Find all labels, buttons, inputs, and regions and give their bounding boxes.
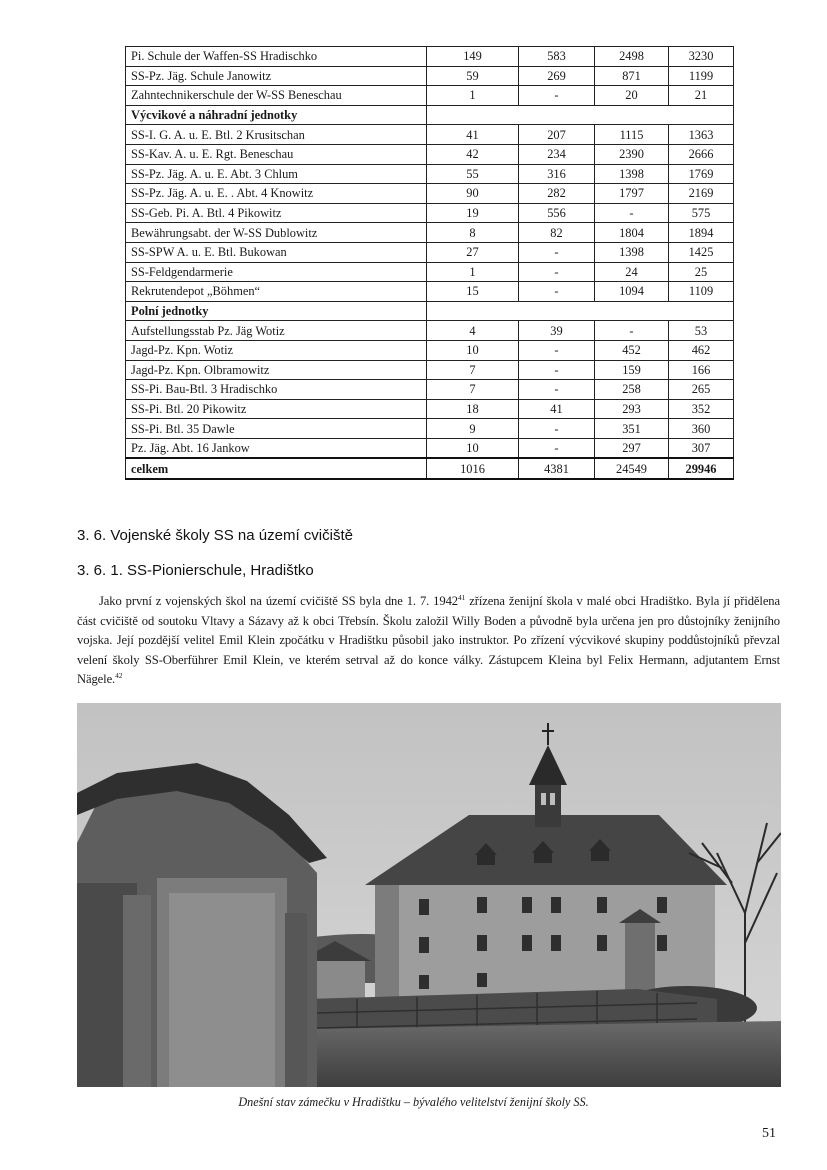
value-cell: 234: [519, 144, 595, 164]
value-cell: 2390: [595, 144, 669, 164]
value-cell: 19: [427, 203, 519, 223]
value-cell: 2169: [669, 184, 734, 204]
value-cell: 462: [669, 340, 734, 360]
value-cell: 360: [669, 419, 734, 439]
value-cell: -: [519, 380, 595, 400]
chateau-photo: [77, 703, 781, 1087]
value-cell: 53: [669, 321, 734, 341]
value-cell: 39: [519, 321, 595, 341]
value-cell: 90: [427, 184, 519, 204]
bell-tower: [535, 783, 561, 827]
paragraph-text-2: zřízena ženijní škola v malé obci Hradištko. Byla jí přidělena část cvičiště od soutoku Vltavy a Sázavy až k obci Třebsín. Školu založil Willy Boden a původně byla určena jen pro důstojníky ženijního vojska. Její pozdější velitel Emil Klein zpočátku v Hradištku působil jako instruktor. Po zřízení výcvikové skupiny poddůstojníků převzal velení školy SS-Oberführer Emil Klein, ve kterém setrval až do konce války. Zástupcem Kleina byl Felix Hermann, adjutantem Ernst Nägele.: [77, 594, 780, 687]
value-cell: 149: [427, 47, 519, 67]
table-row: [126, 438, 734, 458]
value-cell: 452: [595, 340, 669, 360]
table-row: [126, 184, 734, 204]
value-cell: -: [519, 262, 595, 282]
value-cell: 25: [669, 262, 734, 282]
value-cell: 9: [427, 419, 519, 439]
value-cell: 18: [427, 399, 519, 419]
value-cell: 27: [427, 242, 519, 262]
value-cell: 4: [427, 321, 519, 341]
table-row: [126, 125, 734, 145]
subsection-heading: 3. 6. 1. SS-Pionierschule, Hradištko: [77, 562, 314, 579]
value-cell: 7: [427, 360, 519, 380]
value-cell: 556: [519, 203, 595, 223]
value-cell: 316: [519, 164, 595, 184]
value-cell: 10: [427, 340, 519, 360]
unit-name: SS-Kav. A. u. E. Rgt. Beneschau: [126, 144, 427, 164]
value-cell: -: [519, 438, 595, 458]
section-spacer: [427, 105, 734, 125]
section-label: Polní jednotky: [126, 301, 427, 321]
value-cell: 2498: [595, 47, 669, 67]
unit-name: SS-Feldgendarmerie: [126, 262, 427, 282]
paragraph-text-1: Jako první z vojenských škol na území cvičiště SS byla dne 1. 7. 1942: [99, 594, 458, 608]
gate-pillar: [625, 921, 655, 1001]
value-cell: 282: [519, 184, 595, 204]
value-cell: -: [595, 321, 669, 341]
table-row: [126, 203, 734, 223]
unit-name: SS-I. G. A. u. E. Btl. 2 Krusitschan: [126, 125, 427, 145]
page-number: 51: [762, 1126, 776, 1141]
table-row: [126, 223, 734, 243]
value-cell: 24549: [595, 458, 669, 479]
value-cell: -: [519, 86, 595, 106]
table-row: [126, 262, 734, 282]
table-row: [126, 321, 734, 341]
table-row: [126, 66, 734, 86]
table-section-row: [126, 301, 734, 321]
unit-name: Pi. Schule der Waffen-SS Hradischko: [126, 47, 427, 67]
unit-name: SS-Pz. Jäg. A. u. E. . Abt. 4 Knowitz: [126, 184, 427, 204]
unit-name: celkem: [126, 458, 427, 479]
unit-name: SS-SPW A. u. E. Btl. Bukowan: [126, 242, 427, 262]
table-row: [126, 164, 734, 184]
value-cell: -: [519, 282, 595, 302]
unit-name: Jagd-Pz. Kpn. Olbramowitz: [126, 360, 427, 380]
table-row: [126, 419, 734, 439]
value-cell: 1: [427, 262, 519, 282]
value-cell: 159: [595, 360, 669, 380]
value-cell: 269: [519, 66, 595, 86]
value-cell: 207: [519, 125, 595, 145]
value-cell: 4381: [519, 458, 595, 479]
value-cell: 24: [595, 262, 669, 282]
unit-name: Rekrutendepot „Böhmen“: [126, 282, 427, 302]
value-cell: 1: [427, 86, 519, 106]
value-cell: 352: [669, 399, 734, 419]
body-paragraph: [77, 592, 780, 690]
value-cell: 166: [669, 360, 734, 380]
photo-illustration: [77, 703, 781, 1087]
unit-name: Zahntechnikerschule der W-SS Beneschau: [126, 86, 427, 106]
value-cell: 41: [519, 399, 595, 419]
value-cell: 2666: [669, 144, 734, 164]
unit-name: SS-Pi. Bau-Btl. 3 Hradischko: [126, 380, 427, 400]
value-cell: 41: [427, 125, 519, 145]
value-cell: 1016: [427, 458, 519, 479]
value-cell: 10: [427, 438, 519, 458]
value-cell: -: [595, 203, 669, 223]
photo-caption: Dnešní stav zámečku v Hradištku – bývalého velitelství ženijní školy SS.: [238, 1095, 589, 1109]
table-row: [126, 360, 734, 380]
value-cell: 55: [427, 164, 519, 184]
table-total-row: [126, 458, 734, 479]
value-cell: 21: [669, 86, 734, 106]
table-row: [126, 86, 734, 106]
value-cell: 59: [427, 66, 519, 86]
value-cell: 871: [595, 66, 669, 86]
value-cell: -: [519, 340, 595, 360]
unit-name: Bewährungsabt. der W-SS Dublowitz: [126, 223, 427, 243]
value-cell: 1894: [669, 223, 734, 243]
value-cell: 7: [427, 380, 519, 400]
unit-name: SS-Pz. Jäg. A. u. E. Abt. 3 Chlum: [126, 164, 427, 184]
unit-name: Aufstellungsstab Pz. Jäg Wotiz: [126, 321, 427, 341]
table-body: [126, 47, 734, 480]
value-cell: 15: [427, 282, 519, 302]
value-cell: 307: [669, 438, 734, 458]
value-cell: -: [519, 242, 595, 262]
value-cell: 82: [519, 223, 595, 243]
value-cell: 42: [427, 144, 519, 164]
value-cell: 1425: [669, 242, 734, 262]
unit-name: Pz. Jäg. Abt. 16 Jankow: [126, 438, 427, 458]
section-spacer: [427, 301, 734, 321]
section-label: Výcvikové a náhradní jednotky: [126, 105, 427, 125]
value-cell: -: [519, 360, 595, 380]
table-row: [126, 282, 734, 302]
value-cell: 1398: [595, 164, 669, 184]
value-cell: 1363: [669, 125, 734, 145]
value-cell: 1199: [669, 66, 734, 86]
footnote-ref-41: 41: [457, 592, 466, 602]
value-cell: -: [519, 419, 595, 439]
unit-name: SS-Pz. Jäg. Schule Janowitz: [126, 66, 427, 86]
value-cell: 1398: [595, 242, 669, 262]
statistics-table: [125, 46, 734, 480]
table-section-row: [126, 105, 734, 125]
table-row: [126, 242, 734, 262]
table-row: [126, 47, 734, 67]
section-heading: 3. 6. Vojenské školy SS na území cvičiště: [77, 527, 353, 544]
value-cell: 297: [595, 438, 669, 458]
value-cell: 1115: [595, 125, 669, 145]
unit-name: SS-Pi. Btl. 20 Pikowitz: [126, 399, 427, 419]
unit-name: Jagd-Pz. Kpn. Wotiz: [126, 340, 427, 360]
value-cell: 29946: [669, 458, 734, 479]
table-row: [126, 340, 734, 360]
footnote-ref-42: 42: [115, 671, 123, 681]
value-cell: 575: [669, 203, 734, 223]
unit-name: SS-Geb. Pi. A. Btl. 4 Pikowitz: [126, 203, 427, 223]
value-cell: 8: [427, 223, 519, 243]
table-row: [126, 399, 734, 419]
value-cell: 258: [595, 380, 669, 400]
table-row: [126, 380, 734, 400]
unit-name: SS-Pi. Btl. 35 Dawle: [126, 419, 427, 439]
value-cell: 293: [595, 399, 669, 419]
value-cell: 1109: [669, 282, 734, 302]
value-cell: 351: [595, 419, 669, 439]
value-cell: 20: [595, 86, 669, 106]
value-cell: 1797: [595, 184, 669, 204]
value-cell: 3230: [669, 47, 734, 67]
value-cell: 1804: [595, 223, 669, 243]
value-cell: 265: [669, 380, 734, 400]
table-row: [126, 144, 734, 164]
value-cell: 1769: [669, 164, 734, 184]
value-cell: 583: [519, 47, 595, 67]
value-cell: 1094: [595, 282, 669, 302]
